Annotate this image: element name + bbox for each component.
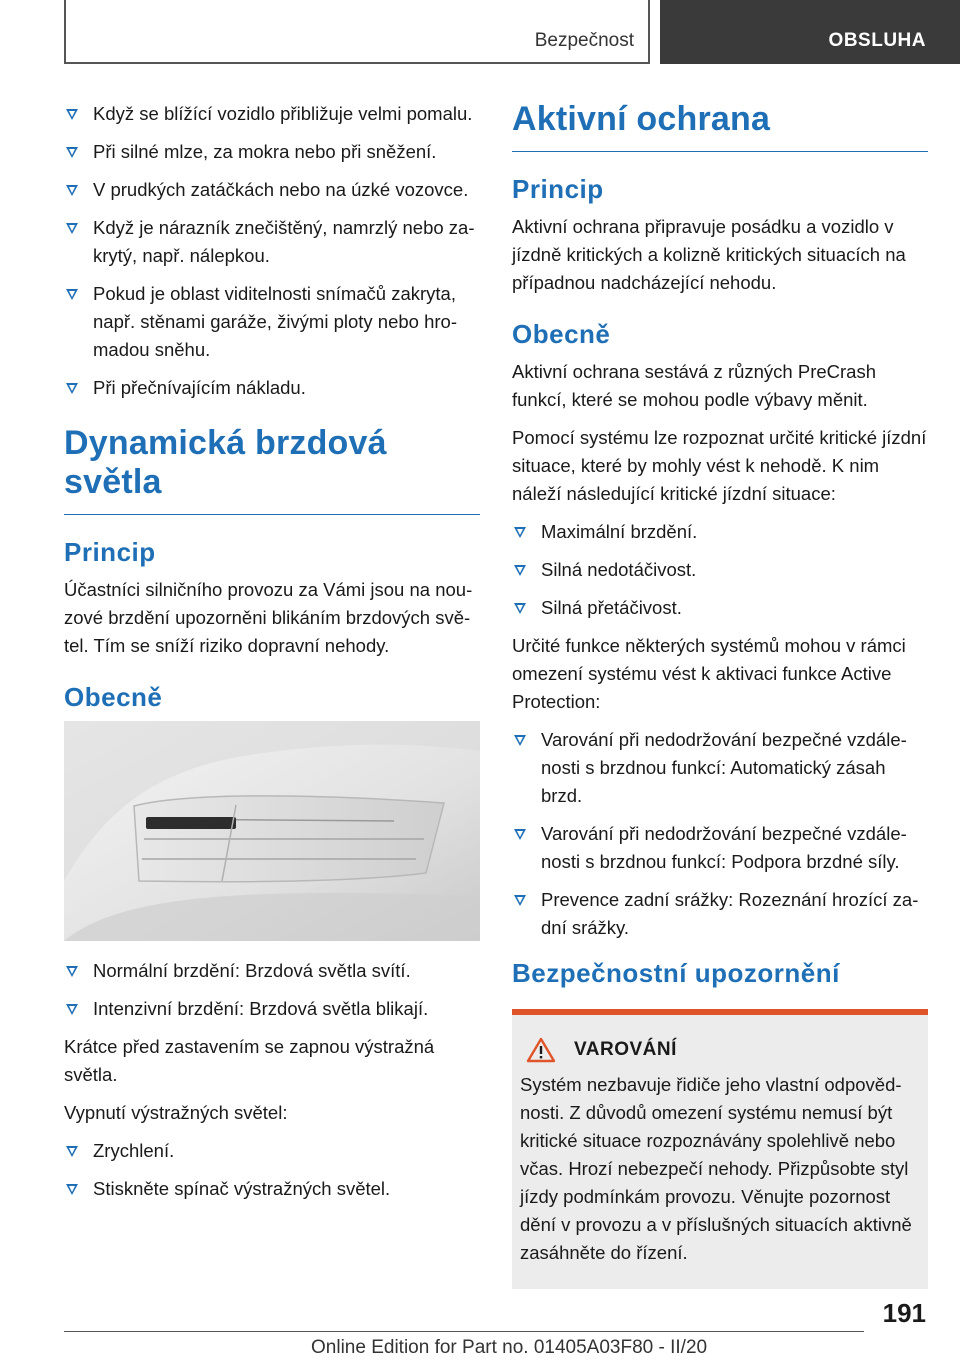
heading-princip: Princip [64,537,156,567]
header-section-box [64,0,650,64]
chapter-label: OBSLUHA [828,30,926,51]
triangle-bullet-icon [66,109,78,120]
footer-divider [64,1331,864,1332]
triangle-bullet-icon [66,185,78,196]
heading-obecne: Obecně [64,682,163,712]
triangle-bullet-icon [514,829,526,840]
left-column [64,100,480,1213]
list-item: V prudkých zatáčkách nebo na úzké vozovce. [64,176,480,204]
triangle-bullet-icon [514,565,526,576]
triangle-bullet-icon [66,1004,78,1015]
page-number: 191 [882,1298,926,1328]
warning-box [512,1009,928,1289]
edition-footer: Online Edition for Part no. 01405A03F80 - II/20 [311,1337,708,1358]
header-chapter-box [660,0,960,64]
triangle-bullet-icon [514,735,526,746]
list-item: Zrychlení. [64,1137,480,1165]
list-item: Stiskněte spínač výstražných světel. [64,1175,480,1203]
list-item: Při přečnívajícím nákladu. [64,374,480,402]
triangle-bullet-icon [66,289,78,300]
triangle-bullet-icon [66,966,78,977]
section-title-brake-lights: Dynamická brzdová světla [64,424,480,515]
heading-obecne: Obecně [512,319,611,349]
hazard-off-text: Vypnutí výstražných světel: [64,1102,288,1123]
triangle-bullet-icon [66,147,78,158]
princip-text: Účastníci silničního provozu za Vámi jsou na nou- zové brzdění upozorněni blikáním brzdových svě- tel. Tím se sníží riziko dopravní nehody. [64,579,473,656]
triangle-bullet-icon [66,223,78,234]
warning-header [526,1037,920,1063]
triangle-bullet-icon [514,527,526,538]
tail-light-image [64,721,480,941]
triangle-bullet-icon [66,1184,78,1195]
warning-title: VAROVÁNÍ [574,1039,677,1060]
brake-bullet-list [64,957,480,1023]
triangle-bullet-icon [514,895,526,906]
intro-bullet-list [64,100,480,402]
situations-bullet-list [512,518,928,622]
list-item: Normální brzdění: Brzdová světla svítí. [64,957,480,985]
list-item: Silná nedotáčivost. [512,556,928,584]
section-label: Bezpečnost [534,30,634,51]
list-item: Maximální brzdění. [512,518,928,546]
list-item: Intenzivní brzdění: Brzdová světla blikají. [64,995,480,1023]
warning-triangle-icon [526,1037,556,1063]
warning-text: Systém nezbavuje řidiče jeho vlastní odpověd- nosti. Z důvodů omezení systému nemusí být kritické situace rozpoznávány spolehlivě nebo včas. Hrozí nebezpečí nehody. Přizpůsobte styl jízdy podmínkám provozu. Věnujte pozornost dění v provozu a v příslušných situacích aktivně zasáhněte do řízení. [520,1074,912,1263]
triangle-bullet-icon [66,1146,78,1157]
list-item: Prevence zadní srážky: Rozeznání hrozící za- dní srážky. [512,886,928,942]
functions-bullet-list [512,726,928,942]
list-item: Při silné mlze, za mokra nebo při sněžení. [64,138,480,166]
hazard-off-bullet-list [64,1137,480,1203]
list-item: Když se blížící vozidlo přibližuje velmi pomalu. [64,100,480,128]
obecne-text-2: Pomocí systému lze rozpoznat určité kritické jízdní situace, které by mohly vést k nehodě. K nim náleží následující kritické jízdní situace: [512,427,927,504]
obecne-text-1: Aktivní ochrana sestává z různých PreCrash funkcí, které se mohou podle výbavy měnit. [512,361,876,410]
list-item: Když je nárazník znečištěný, namrzlý nebo za- krytý, např. nálepkou. [64,214,480,270]
heading-safety-notes: Bezpečnostní upozornění [512,958,840,988]
functions-intro-text: Určité funkce některých systémů mohou v rámci omezení systému vést k aktivaci funkce Active Protection: [512,635,906,712]
heading-princip: Princip [512,174,604,204]
right-column [512,100,928,1289]
section-title-active-protection: Aktivní ochrana [512,100,928,152]
princip-text: Aktivní ochrana připravuje posádku a vozidlo v jízdně kritických a kolizně kritických situacích na případnou nadcházející nehodu. [512,216,906,293]
list-item: Varování při nedodržování bezpečné vzdále- nosti s brzdnou funkcí: Podpora brzdné síly. [512,820,928,876]
list-item: Silná přetáčivost. [512,594,928,622]
list-item: Varování při nedodržování bezpečné vzdále- nosti s brzdnou funkcí: Automatický zásah brzd. [512,726,928,810]
triangle-bullet-icon [514,603,526,614]
hazard-lights-text: Krátce před zastavením se zapnou výstražná světla. [64,1036,435,1085]
list-item: Pokud je oblast viditelnosti snímačů zakryta, např. stěnami garáže, živými ploty nebo hro- madou sněhu. [64,280,480,364]
triangle-bullet-icon [66,383,78,394]
